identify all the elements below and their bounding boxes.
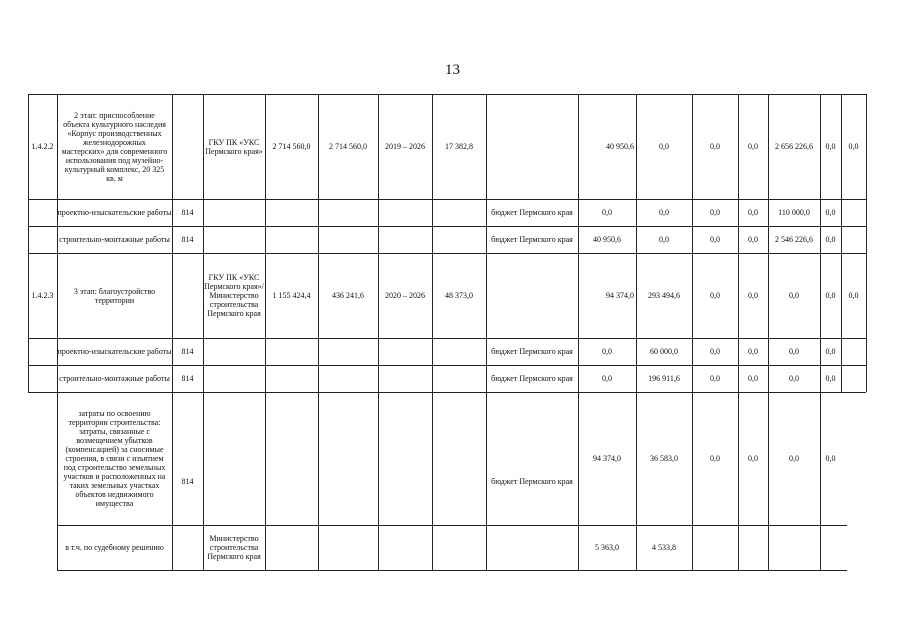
row-year-7: 0,0 [848, 142, 859, 151]
row-year-2: 0,0 [659, 235, 669, 244]
row-name: проектно-изыскательские работы [57, 208, 172, 217]
row-year-3: 0,0 [710, 142, 720, 151]
row-year-1: 94 374,0 [593, 454, 621, 463]
row-code: 1.4.2.3 [31, 291, 54, 300]
row-year-3: 0,0 [710, 374, 720, 383]
row-year-1: 94 374,0 [606, 291, 634, 300]
row-year-2: 293 494,6 [648, 291, 680, 300]
row-name: 3 этап: благоустройство территории [73, 286, 156, 305]
row-executor: ГКУ ПК «УКС Пермского края»/ Министерство строительства Пермского края [204, 273, 264, 318]
row-year-6: 0,0 [825, 347, 836, 356]
row-year-4: 0,0 [748, 291, 758, 300]
row-year-6: 0,0 [825, 142, 836, 151]
row-year-6: 0,0 [825, 235, 836, 244]
row-year-2: 36 583,0 [650, 454, 678, 463]
row-year-4: 0,0 [748, 347, 758, 356]
row-year-4: 0,0 [748, 235, 758, 244]
row-grbs: 814 [181, 476, 194, 486]
row-period: 2020 – 2026 [385, 291, 425, 300]
row-year-2: 0,0 [659, 208, 669, 217]
row-year-5: 0,0 [789, 291, 799, 300]
row-cost: 1 155 424,4 [272, 291, 311, 300]
row-name: 2 этап: приспособление объекта культурного наследия «Корпус производственных железнодорожных мастерских» для современного использования под музейно-культурный комплекс, 20 325 кв. м [61, 110, 168, 183]
row-year-1: 40 950,6 [593, 235, 621, 244]
row-year-6: 0,0 [825, 374, 836, 383]
row-name: строительно-монтажные работы [59, 374, 170, 383]
row-done: 17 382,8 [445, 142, 473, 151]
row-year-2: 4 533,8 [652, 543, 676, 552]
page-number: 13 [445, 62, 460, 78]
row-balance: 436 241,6 [332, 291, 364, 300]
row-source: бюджет Пермского края [491, 374, 573, 383]
row-year-4: 0,0 [748, 374, 758, 383]
row-balance: 2 714 560,0 [329, 142, 367, 151]
row-year-1: 0,0 [602, 208, 612, 217]
row-done: 48 373,0 [445, 291, 473, 300]
row-year-5: 110 000,0 [778, 208, 810, 217]
row-year-7: 0,0 [848, 291, 859, 300]
row-grbs: 814 [181, 235, 194, 244]
row-name: в т.ч. по судебному решению [65, 543, 164, 552]
row-year-3: 0,0 [710, 208, 720, 217]
row-grbs: 814 [181, 208, 194, 217]
row-source: бюджет Пермского края [491, 235, 573, 244]
row-year-4: 0,0 [748, 454, 758, 463]
row-year-5: 0,0 [789, 374, 799, 383]
row-executor: Министерство строительства Пермского края [207, 534, 261, 561]
row-year-6: 0,0 [825, 208, 836, 217]
row-year-1: 0,0 [602, 374, 612, 383]
row-year-5: 2 546 226,6 [775, 235, 813, 244]
row-code: 1.4.2.2 [31, 142, 54, 151]
row-source: бюджет Пермского края [491, 476, 573, 486]
row-year-6: 0,0 [825, 291, 836, 300]
row-name: затраты по освоению территории строительства: затраты, связанные с возмещением убытков (компенсацией) за сносимые строения, в связи с изъятием под строительство земельных участков и расположенных на таких земельных участках объектов недвижимого имущества [63, 409, 166, 508]
row-year-4: 0,0 [748, 208, 758, 217]
row-year-2: 196 911,6 [648, 374, 680, 383]
row-year-5: 0,0 [789, 454, 799, 463]
row-name: проектно-изыскательские работы [57, 347, 172, 356]
row-year-2: 0,0 [659, 142, 669, 151]
row-period: 2019 – 2026 [385, 142, 425, 151]
row-name: строительно-монтажные работы [59, 235, 170, 244]
row-year-5: 0,0 [789, 347, 799, 356]
row-year-3: 0,0 [710, 454, 720, 463]
row-grbs: 814 [181, 347, 194, 356]
row-cost: 2 714 560,0 [272, 142, 311, 151]
row-year-3: 0,0 [710, 235, 720, 244]
row-year-6: 0,0 [825, 454, 836, 463]
row-year-1: 0,0 [602, 347, 612, 356]
row-source: бюджет Пермского края [491, 208, 573, 217]
row-year-1: 5 363,0 [595, 543, 619, 552]
row-year-5: 2 656 226,6 [775, 142, 813, 151]
row-year-3: 0,0 [710, 291, 720, 300]
row-source: бюджет Пермского края [491, 347, 573, 356]
row-executor: ГКУ ПК «УКС Пермского края» [205, 137, 263, 156]
row-year-2: 60 000,0 [650, 347, 678, 356]
row-year-3: 0,0 [710, 347, 720, 356]
row-year-4: 0,0 [748, 142, 758, 151]
row-grbs: 814 [181, 374, 194, 383]
row-year-1: 40 950,6 [606, 142, 634, 151]
